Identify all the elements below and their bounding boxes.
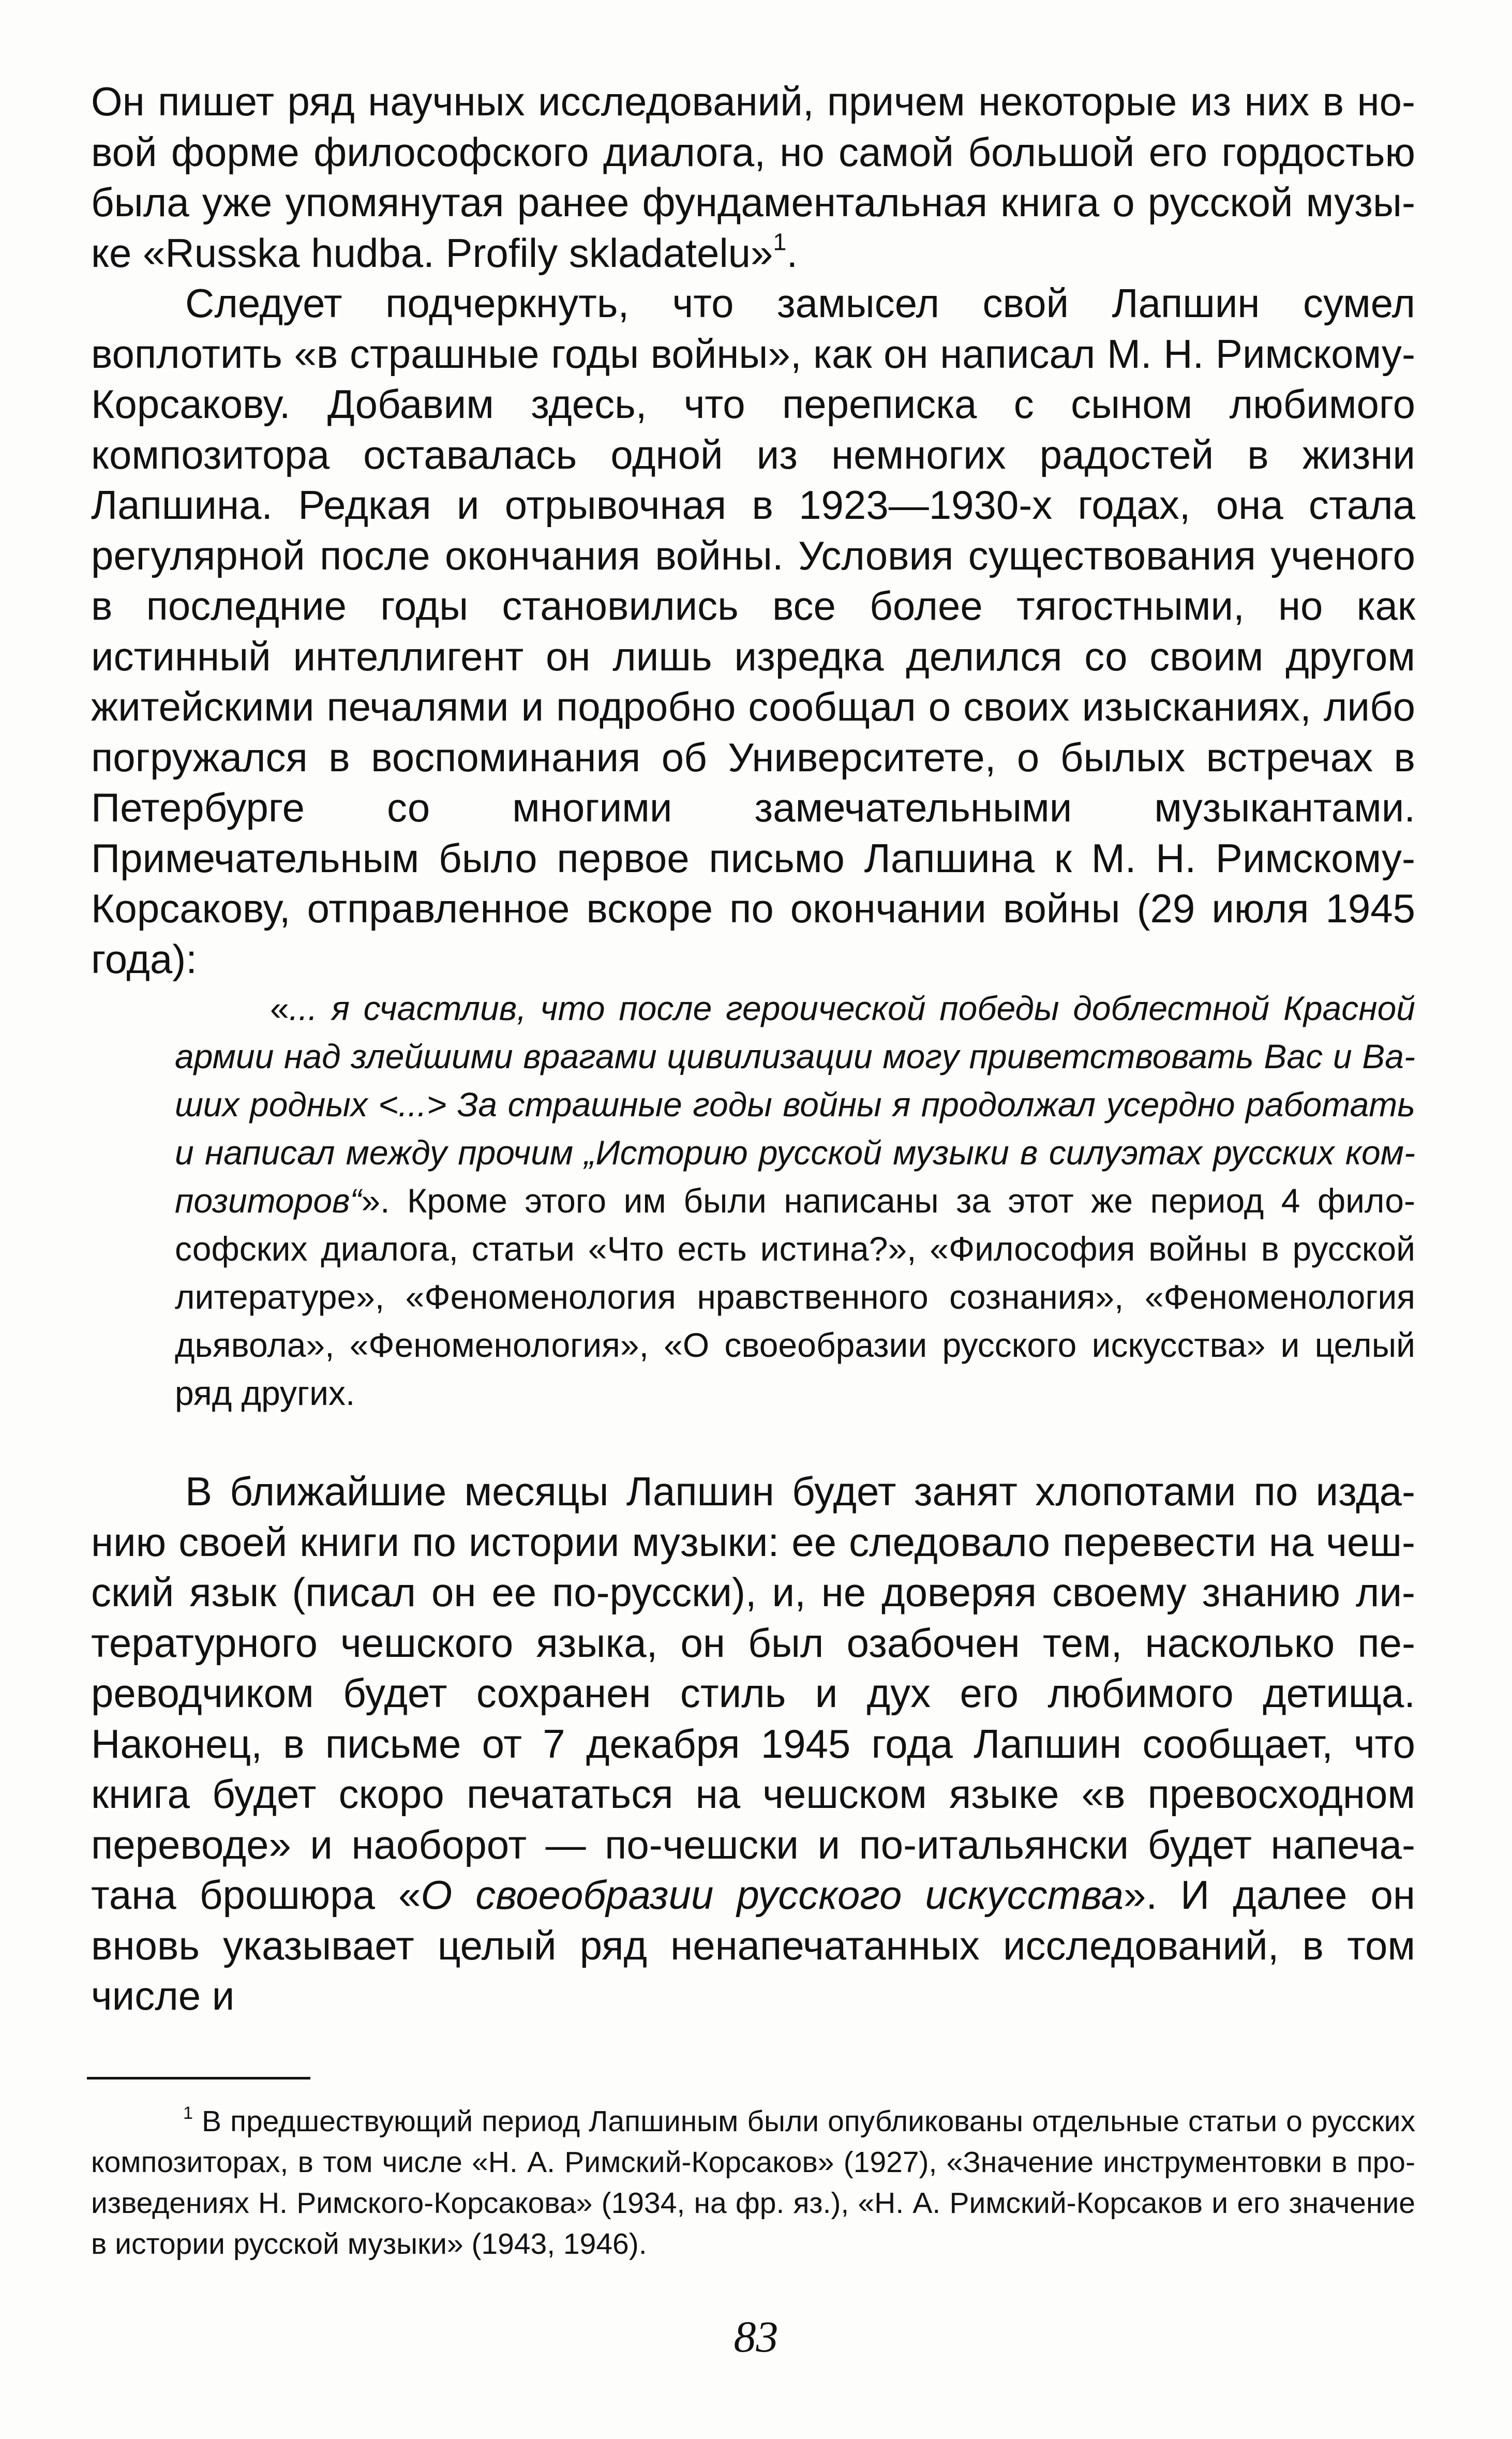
paragraph-1 <box>91 77 1415 278</box>
quote-open-mark: « <box>270 989 289 1027</box>
letter-quote <box>175 984 1415 1417</box>
page-number: 83 <box>733 2312 779 2361</box>
paragraph-3 <box>91 1467 1415 2022</box>
paragraph-3-text: В ближайшие месяцы Лапшин будет занят хлопотами по изданию своей книги по истории музыки: ее следовало перевести на чешский язык (писал он ее по-русски), и, не доверяя своему знанию литературного чешского языка, он был озабочен тем, насколько переводчиком будет сохранен стиль и дух его любимого детища. Наконец, в письме от 7 декабря 1945 года Лапшин сообщает, что книга будет скоро печататься на чешском языке «в превосходном переводе» и наоборот — по-чешски и по-итальянски будет напечатана брошюра « <box>91 1469 1415 1918</box>
quote-close-mark: ». <box>361 1181 390 1220</box>
footnote-text: В предшествующий период Лапшиным были опубликованы отдельные статьи о русских композиторах, в том числе «Н. А. Римский-Корсаков» (1927), «Значение инструментовки в произведениях Н. Римского-Корсакова» (1934, на фр. яз.), «Н. А. Римский-Корсаков и его значение в истории русской музыки» (1943, 1946). <box>91 2105 1415 2261</box>
paragraph-1-end: . <box>786 230 798 276</box>
footnote <box>91 2101 1415 2265</box>
paragraph-1-text: Он пишет ряд научных исследований, причем некоторые из них в новой форме философского диалога, но самой большой его гордостью была уже упомянутая ранее фундаментальная книга о русской музыке «Russka hudba. Profily skladatelu» <box>91 79 1415 276</box>
footnote-divider <box>87 2077 310 2079</box>
paragraph-2: Следует подчеркнуть, что замысел свой Лапшин сумел воплотить «в страшные годы войны», как он написал М. Н. Римскому-Корсакову. Добавим здесь, что переписка с сыном любимого композитора оставалась одной из немногих радостей в жизни Лапшина. Редкая и отрывочная в 1923—1930-х годах, она стала регулярной после окончания войны. Условия существования ученого в последние годы становились все более тягостными, но как истинный интеллигент он лишь изредка делился со своим другом житейскими печалями и подробно сообщал о своих изысканиях, либо погружался в воспоминания об Университете, о былых встречах в Петербурге со многими замечательными музыкантами. Примечательным было первое письмо Лапшина к М. Н. Римскому-Корсакову, отправленное вскоре по окончании войны (29 июля 1945 года): <box>91 280 1415 982</box>
quote-italic-text: ... я счастлив, что после героической победы доблестной Красной армии над злейшими врагами цивилизации могу приветствовать Вас и Ваших родных <...> За страшные годы войны я продолжал усердно работать и написал между прочим „Историю русской музыки в силуэтах русских композиторов“ <box>175 989 1415 1220</box>
main-text-bottom <box>91 1467 1415 2022</box>
paragraph-3-end: ». И далее он вновь указывает целый ряд ненапечатанных исследований, в том числе и <box>91 1872 1416 2018</box>
main-text-top <box>91 77 1415 984</box>
quote-continuation: Кроме этого им были написаны за этот же период 4 философских диалога, статьи «Что есть истина?», «Философия войны в русской литературе», «Феноменология нравственного сознания», «Феноменология дьявола», «Феноменология», «О своеобразии русского искусства» и целый ряд других. <box>175 1181 1415 1412</box>
footnote-marker: 1 <box>183 2103 193 2123</box>
brochure-title: О своеобразии русского искусства <box>421 1872 1124 1918</box>
footnote-reference: 1 <box>773 228 787 255</box>
